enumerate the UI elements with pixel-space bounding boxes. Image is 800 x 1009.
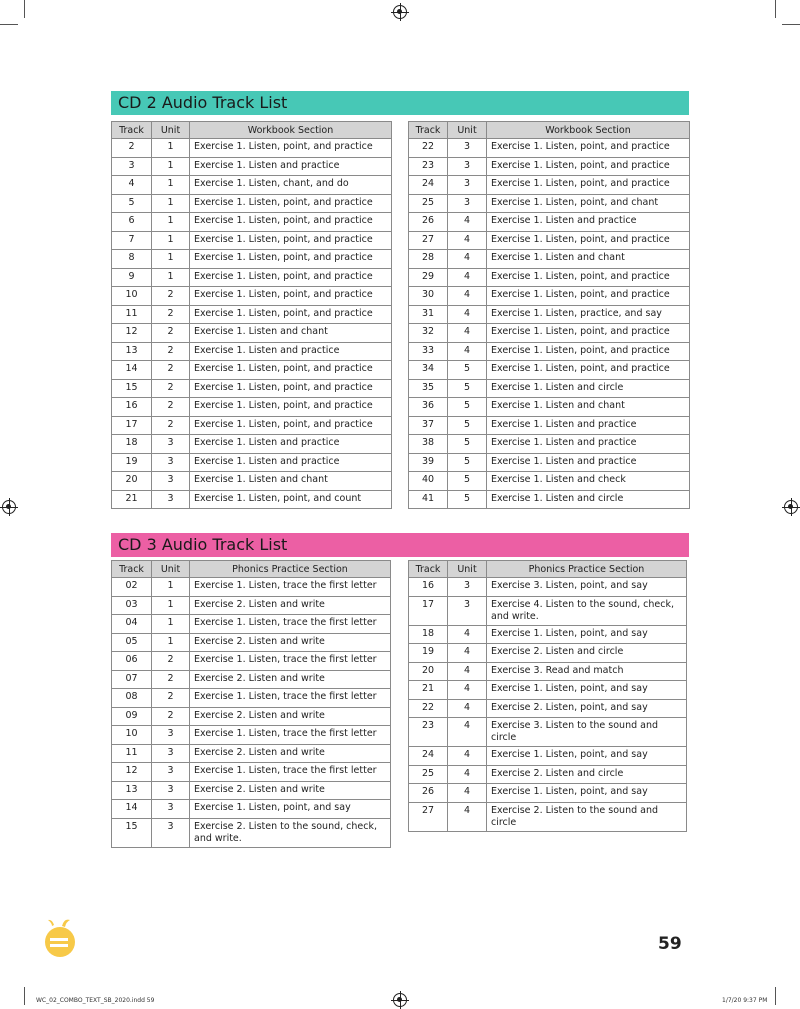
cd3-track-table-left: [111, 560, 391, 848]
table-row: [112, 490, 392, 509]
table-row: [409, 324, 690, 343]
table-row: [112, 398, 392, 417]
table-row: [409, 194, 690, 213]
cd2-section-title: CD 2 Audio Track List: [111, 91, 689, 115]
unit-number: 4: [448, 699, 487, 718]
unit-number: 3: [152, 781, 190, 800]
section-description: Exercise 1. Listen, trace the first letter: [190, 652, 391, 671]
unit-number: 1: [152, 231, 190, 250]
table-row: [409, 139, 690, 158]
track-number: 04: [112, 615, 152, 634]
table-row: [112, 472, 392, 491]
track-number: 34: [409, 361, 448, 380]
track-number: 14: [112, 361, 152, 380]
track-number: 11: [112, 305, 152, 324]
section-description: Exercise 1. Listen, point, and practice: [190, 361, 392, 380]
page-number: 59: [658, 934, 682, 954]
track-number: 19: [409, 644, 448, 663]
track-number: 22: [409, 699, 448, 718]
section-description: Exercise 2. Listen and write: [190, 633, 391, 652]
table-row: [409, 596, 687, 625]
track-number: 21: [409, 681, 448, 700]
unit-number: 4: [448, 747, 487, 766]
column-header-track: Track: [409, 122, 448, 139]
table-row: [409, 625, 687, 644]
table-row: [409, 472, 690, 491]
unit-number: 2: [152, 398, 190, 417]
section-description: Exercise 1. Listen, point, and practice: [190, 268, 392, 287]
section-description: Exercise 3. Listen, point, and say: [487, 578, 687, 597]
table-row: [112, 689, 391, 708]
section-description: Exercise 3. Read and match: [487, 662, 687, 681]
column-header-track: Track: [409, 561, 448, 578]
table-row: [112, 287, 392, 306]
section-description: Exercise 1. Listen, point, and practice: [487, 231, 690, 250]
table-row: [112, 194, 392, 213]
unit-number: 1: [152, 596, 190, 615]
unit-number: 5: [448, 379, 487, 398]
section-description: Exercise 2. Listen and write: [190, 707, 391, 726]
track-number: 5: [112, 194, 152, 213]
unit-number: 5: [448, 435, 487, 454]
section-description: Exercise 2. Listen and write: [190, 670, 391, 689]
section-description: Exercise 1. Listen, point, and practice: [487, 157, 690, 176]
table-row: [409, 379, 690, 398]
track-number: 36: [409, 398, 448, 417]
section-description: Exercise 1. Listen, point, and say: [190, 800, 391, 819]
track-number: 25: [409, 194, 448, 213]
table-row: [409, 231, 690, 250]
footer-file-name: WC_02_COMBO_TEXT_SB_2020.indd 59: [36, 997, 155, 1004]
section-description: Exercise 4. Listen to the sound, check, and write.: [487, 596, 687, 625]
track-number: 18: [409, 625, 448, 644]
unit-number: 1: [152, 250, 190, 269]
unit-number: 3: [448, 596, 487, 625]
track-number: 20: [409, 662, 448, 681]
column-header-section: Phonics Practice Section: [487, 561, 687, 578]
track-number: 27: [409, 802, 448, 831]
track-number: 21: [112, 490, 152, 509]
unit-number: 1: [152, 157, 190, 176]
section-description: Exercise 3. Listen to the sound and circle: [487, 718, 687, 747]
track-number: 37: [409, 416, 448, 435]
section-description: Exercise 1. Listen, point, and practice: [487, 361, 690, 380]
column-header-unit: Unit: [152, 122, 190, 139]
track-number: 32: [409, 324, 448, 343]
track-number: 6: [112, 213, 152, 232]
section-description: Exercise 1. Listen, point, and practice: [487, 287, 690, 306]
section-description: Exercise 1. Listen, trace the first letter: [190, 763, 391, 782]
track-number: 23: [409, 157, 448, 176]
unit-number: 4: [448, 718, 487, 747]
section-description: Exercise 1. Listen, point, and say: [487, 625, 687, 644]
unit-number: 2: [152, 416, 190, 435]
unit-number: 2: [152, 689, 190, 708]
table-row: [112, 652, 391, 671]
unit-number: 4: [448, 287, 487, 306]
section-description: Exercise 1. Listen, point, and practice: [190, 250, 392, 269]
section-description: Exercise 1. Listen, point, and practice: [487, 176, 690, 195]
track-number: 17: [112, 416, 152, 435]
section-description: Exercise 1. Listen, point, and practice: [190, 139, 392, 158]
table-row: [112, 726, 391, 745]
unit-number: 4: [448, 625, 487, 644]
table-row: [112, 213, 392, 232]
track-number: 17: [409, 596, 448, 625]
section-description: Exercise 1. Listen and chant: [190, 324, 392, 343]
table-row: [112, 379, 392, 398]
registration-mark: [784, 500, 798, 514]
cd2-track-table-left: [111, 121, 392, 509]
table-row: [112, 818, 391, 847]
section-description: Exercise 1. Listen and check: [487, 472, 690, 491]
track-number: 18: [112, 435, 152, 454]
section-description: Exercise 2. Listen to the sound and circle: [487, 802, 687, 831]
publisher-logo-icon: [40, 916, 80, 960]
table-row: [112, 324, 392, 343]
section-description: Exercise 1. Listen and practice: [487, 453, 690, 472]
unit-number: 3: [448, 139, 487, 158]
unit-number: 4: [448, 324, 487, 343]
section-description: Exercise 1. Listen, point, and practice: [487, 342, 690, 361]
track-number: 35: [409, 379, 448, 398]
section-description: Exercise 1. Listen, point, and practice: [190, 287, 392, 306]
unit-number: 3: [448, 176, 487, 195]
table-row: [112, 250, 392, 269]
section-description: Exercise 1. Listen and chant: [190, 472, 392, 491]
crop-mark: [775, 987, 776, 1005]
table-row: [409, 718, 687, 747]
unit-number: 4: [448, 213, 487, 232]
table-row: [409, 699, 687, 718]
table-row: [409, 662, 687, 681]
unit-number: 3: [448, 157, 487, 176]
column-header-section: Workbook Section: [487, 122, 690, 139]
table-row: [409, 765, 687, 784]
section-description: Exercise 1. Listen and circle: [487, 490, 690, 509]
column-header-track: Track: [112, 561, 152, 578]
section-description: Exercise 1. Listen, trace the first letter: [190, 615, 391, 634]
section-description: Exercise 1. Listen, point, and practice: [190, 398, 392, 417]
table-row: [112, 800, 391, 819]
track-number: 31: [409, 305, 448, 324]
track-number: 12: [112, 763, 152, 782]
track-number: 12: [112, 324, 152, 343]
track-number: 08: [112, 689, 152, 708]
section-description: Exercise 1. Listen, trace the first letter: [190, 689, 391, 708]
table-row: [112, 435, 392, 454]
table-row: [409, 435, 690, 454]
table-row: [112, 416, 392, 435]
unit-number: 2: [152, 652, 190, 671]
section-description: Exercise 1. Listen and practice: [190, 342, 392, 361]
section-description: Exercise 1. Listen, point, and count: [190, 490, 392, 509]
track-number: 2: [112, 139, 152, 158]
crop-mark: [24, 0, 25, 18]
table-row: [409, 416, 690, 435]
unit-number: 4: [448, 305, 487, 324]
track-number: 29: [409, 268, 448, 287]
track-number: 13: [112, 342, 152, 361]
cd2-track-table-right: [408, 121, 690, 509]
unit-number: 2: [152, 324, 190, 343]
track-number: 14: [112, 800, 152, 819]
section-description: Exercise 1. Listen, point, and say: [487, 784, 687, 803]
table-row: [409, 250, 690, 269]
section-description: Exercise 1. Listen and chant: [487, 250, 690, 269]
table-row: [112, 361, 392, 380]
table-row: [409, 287, 690, 306]
unit-number: 4: [448, 662, 487, 681]
track-number: 16: [112, 398, 152, 417]
table-row: [112, 157, 392, 176]
track-number: 25: [409, 765, 448, 784]
section-description: Exercise 2. Listen, point, and say: [487, 699, 687, 718]
unit-number: 4: [448, 765, 487, 784]
unit-number: 3: [152, 800, 190, 819]
cd3-track-table-right: [408, 560, 687, 832]
track-number: 02: [112, 578, 152, 597]
table-row: [112, 453, 392, 472]
table-row: [112, 342, 392, 361]
unit-number: 2: [152, 379, 190, 398]
section-description: Exercise 1. Listen and practice: [487, 435, 690, 454]
unit-number: 3: [152, 435, 190, 454]
unit-number: 5: [448, 453, 487, 472]
table-row: [409, 361, 690, 380]
table-row: [112, 231, 392, 250]
section-description: Exercise 1. Listen, point, and practice: [487, 268, 690, 287]
column-header-unit: Unit: [448, 122, 487, 139]
crop-mark: [0, 24, 18, 25]
track-number: 10: [112, 287, 152, 306]
track-number: 06: [112, 652, 152, 671]
track-number: 39: [409, 453, 448, 472]
unit-number: 1: [152, 176, 190, 195]
track-number: 38: [409, 435, 448, 454]
table-row: [112, 139, 392, 158]
table-row: [409, 747, 687, 766]
track-number: 16: [409, 578, 448, 597]
section-description: Exercise 1. Listen, point, and say: [487, 747, 687, 766]
table-row: [409, 681, 687, 700]
registration-mark: [2, 500, 16, 514]
section-description: Exercise 2. Listen and write: [190, 781, 391, 800]
track-number: 20: [112, 472, 152, 491]
track-number: 07: [112, 670, 152, 689]
unit-number: 1: [152, 615, 190, 634]
unit-number: 1: [152, 194, 190, 213]
section-description: Exercise 1. Listen, point, and practice: [190, 305, 392, 324]
track-number: 24: [409, 176, 448, 195]
unit-number: 4: [448, 250, 487, 269]
unit-number: 4: [448, 231, 487, 250]
unit-number: 3: [152, 453, 190, 472]
track-number: 09: [112, 707, 152, 726]
unit-number: 3: [152, 763, 190, 782]
section-description: Exercise 1. Listen, point, and say: [487, 681, 687, 700]
table-row: [409, 784, 687, 803]
section-description: Exercise 1. Listen, point, and practice: [190, 379, 392, 398]
track-number: 30: [409, 287, 448, 306]
table-row: [409, 342, 690, 361]
section-description: Exercise 2. Listen and write: [190, 744, 391, 763]
registration-mark: [393, 5, 407, 19]
unit-number: 4: [448, 644, 487, 663]
track-number: 15: [112, 379, 152, 398]
column-header-section: Phonics Practice Section: [190, 561, 391, 578]
section-description: Exercise 1. Listen, point, and practice: [190, 231, 392, 250]
track-number: 26: [409, 213, 448, 232]
section-description: Exercise 1. Listen and practice: [487, 416, 690, 435]
section-description: Exercise 2. Listen and write: [190, 596, 391, 615]
track-number: 15: [112, 818, 152, 847]
track-number: 40: [409, 472, 448, 491]
unit-number: 3: [448, 578, 487, 597]
table-row: [409, 578, 687, 597]
unit-number: 4: [448, 268, 487, 287]
crop-mark: [24, 987, 25, 1005]
unit-number: 5: [448, 490, 487, 509]
unit-number: 2: [152, 287, 190, 306]
table-row: [112, 744, 391, 763]
column-header-unit: Unit: [448, 561, 487, 578]
section-description: Exercise 1. Listen and chant: [487, 398, 690, 417]
unit-number: 3: [152, 818, 190, 847]
section-description: Exercise 2. Listen and circle: [487, 765, 687, 784]
unit-number: 2: [152, 707, 190, 726]
unit-number: 4: [448, 784, 487, 803]
section-description: Exercise 1. Listen, point, and practice: [190, 416, 392, 435]
unit-number: 2: [152, 342, 190, 361]
table-row: [409, 398, 690, 417]
unit-number: 3: [152, 744, 190, 763]
section-description: Exercise 1. Listen and practice: [487, 213, 690, 232]
track-number: 33: [409, 342, 448, 361]
table-row: [112, 596, 391, 615]
unit-number: 2: [152, 361, 190, 380]
footer-date: 1/7/20 9:37 PM: [722, 997, 768, 1004]
track-number: 41: [409, 490, 448, 509]
track-number: 10: [112, 726, 152, 745]
track-number: 8: [112, 250, 152, 269]
track-number: 05: [112, 633, 152, 652]
table-row: [112, 763, 391, 782]
section-description: Exercise 2. Listen and circle: [487, 644, 687, 663]
track-number: 22: [409, 139, 448, 158]
unit-number: 4: [448, 681, 487, 700]
track-number: 3: [112, 157, 152, 176]
crop-mark: [782, 24, 800, 25]
unit-number: 3: [152, 472, 190, 491]
table-row: [409, 490, 690, 509]
unit-number: 1: [152, 139, 190, 158]
table-row: [409, 453, 690, 472]
track-number: 9: [112, 268, 152, 287]
section-description: Exercise 1. Listen and practice: [190, 157, 392, 176]
unit-number: 1: [152, 578, 190, 597]
table-row: [409, 644, 687, 663]
track-number: 11: [112, 744, 152, 763]
unit-number: 1: [152, 213, 190, 232]
table-row: [409, 213, 690, 232]
unit-number: 3: [448, 194, 487, 213]
column-header-section: Workbook Section: [190, 122, 392, 139]
track-number: 03: [112, 596, 152, 615]
table-row: [112, 578, 391, 597]
track-number: 24: [409, 747, 448, 766]
section-description: Exercise 1. Listen, trace the first letter: [190, 726, 391, 745]
table-row: [409, 176, 690, 195]
column-header-track: Track: [112, 122, 152, 139]
track-number: 26: [409, 784, 448, 803]
table-row: [112, 176, 392, 195]
track-number: 28: [409, 250, 448, 269]
track-number: 27: [409, 231, 448, 250]
unit-number: 3: [152, 726, 190, 745]
table-row: [112, 707, 391, 726]
section-description: Exercise 1. Listen, point, and practice: [190, 213, 392, 232]
unit-number: 4: [448, 342, 487, 361]
section-description: Exercise 1. Listen, practice, and say: [487, 305, 690, 324]
unit-number: 1: [152, 268, 190, 287]
section-description: Exercise 1. Listen and practice: [190, 435, 392, 454]
table-row: [112, 305, 392, 324]
track-number: 7: [112, 231, 152, 250]
section-description: Exercise 2. Listen to the sound, check, and write.: [190, 818, 391, 847]
cd3-section-title: CD 3 Audio Track List: [111, 533, 689, 557]
unit-number: 1: [152, 633, 190, 652]
unit-number: 5: [448, 398, 487, 417]
track-number: 19: [112, 453, 152, 472]
unit-number: 5: [448, 416, 487, 435]
table-row: [112, 633, 391, 652]
table-row: [409, 305, 690, 324]
column-header-unit: Unit: [152, 561, 190, 578]
section-description: Exercise 1. Listen, chant, and do: [190, 176, 392, 195]
section-description: Exercise 1. Listen, point, and practice: [190, 194, 392, 213]
track-number: 13: [112, 781, 152, 800]
unit-number: 5: [448, 361, 487, 380]
unit-number: 3: [152, 490, 190, 509]
track-number: 4: [112, 176, 152, 195]
section-description: Exercise 1. Listen and circle: [487, 379, 690, 398]
section-description: Exercise 1. Listen, point, and chant: [487, 194, 690, 213]
table-row: [409, 802, 687, 831]
unit-number: 4: [448, 802, 487, 831]
section-description: Exercise 1. Listen, trace the first letter: [190, 578, 391, 597]
unit-number: 2: [152, 305, 190, 324]
track-number: 23: [409, 718, 448, 747]
table-row: [112, 615, 391, 634]
table-row: [409, 157, 690, 176]
table-row: [112, 268, 392, 287]
table-row: [409, 268, 690, 287]
unit-number: 5: [448, 472, 487, 491]
section-description: Exercise 1. Listen, point, and practice: [487, 139, 690, 158]
section-description: Exercise 1. Listen and practice: [190, 453, 392, 472]
unit-number: 2: [152, 670, 190, 689]
table-row: [112, 670, 391, 689]
crop-mark: [775, 0, 776, 18]
table-row: [112, 781, 391, 800]
section-description: Exercise 1. Listen, point, and practice: [487, 324, 690, 343]
